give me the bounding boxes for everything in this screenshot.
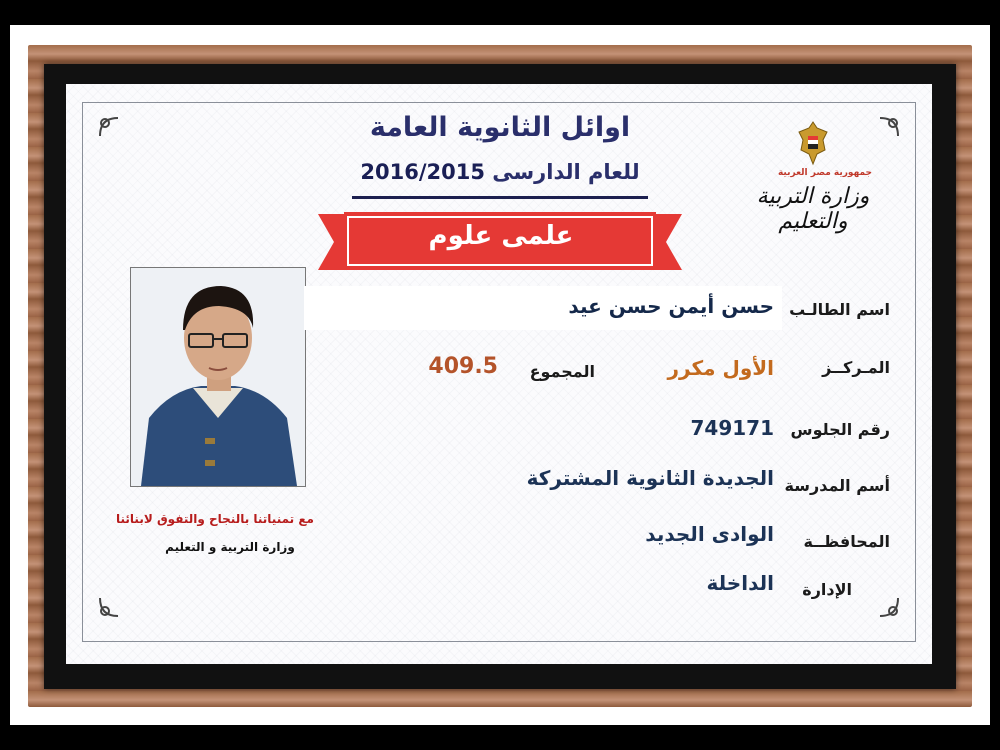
eagle-emblem-icon bbox=[795, 120, 831, 166]
school-name: الجديدة الثانوية المشتركة bbox=[526, 466, 774, 490]
academic-year bbox=[340, 160, 660, 184]
academic-year-value: 2016/2015 bbox=[360, 160, 485, 184]
student-photo bbox=[130, 267, 306, 487]
corner-ornament-icon bbox=[876, 594, 902, 620]
student-name-label: اسم الطالـب bbox=[789, 300, 890, 319]
rank-label: المـركــز bbox=[822, 358, 890, 377]
corner-ornament-icon bbox=[876, 114, 902, 140]
administration-name: الداخلة bbox=[706, 571, 774, 595]
rank-value: الأول مكرر bbox=[667, 356, 774, 380]
ministry-logo-text: وزارة التربية والتعليم bbox=[756, 184, 870, 234]
section-label: علمى علوم bbox=[428, 221, 574, 251]
certificate-title: اوائل الثانوية العامة bbox=[369, 112, 631, 143]
academic-year-prefix: للعام الدارسى bbox=[492, 160, 640, 184]
corner-ornament-icon bbox=[96, 594, 122, 620]
republic-name: جمهورية مصر العربية bbox=[777, 168, 873, 178]
total-value: 409.5 bbox=[428, 354, 498, 379]
governorate-label: المحافظــة bbox=[803, 532, 890, 551]
school-label: أسم المدرسة bbox=[784, 476, 890, 495]
administration-label: الإدارة bbox=[802, 580, 852, 599]
wish-text: مع تمنياتنا بالنجاح والتفوق لابنائنا bbox=[116, 512, 314, 526]
total-label: المجموع bbox=[529, 362, 595, 381]
title-underline bbox=[352, 196, 648, 199]
seat-number-label: رقم الجلوس bbox=[790, 420, 890, 439]
governorate-name: الوادى الجديد bbox=[645, 522, 774, 546]
corner-ornament-icon bbox=[96, 114, 122, 140]
seat-number: 749171 bbox=[690, 416, 774, 440]
student-name: حسن أيمن حسن عيد bbox=[568, 294, 774, 318]
ministry-signature: وزارة التربية و التعليم bbox=[165, 540, 295, 554]
